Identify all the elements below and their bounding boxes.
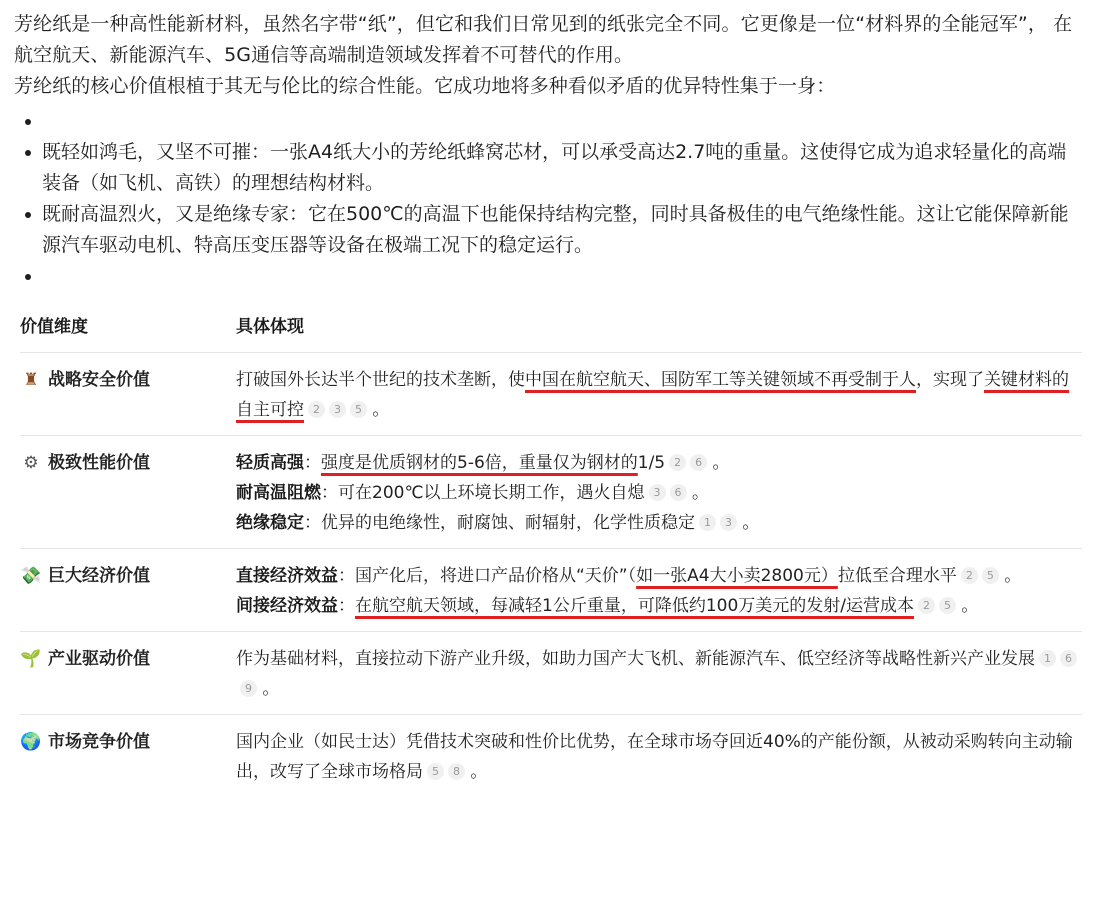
bullet-dot — [25, 274, 31, 280]
highlight-underline: 强度是优质钢材的5-6倍，重量仅为钢材的 — [321, 453, 638, 473]
table-row — [20, 549, 1082, 632]
sprout-icon: 🌱 — [20, 649, 42, 669]
table-row — [20, 436, 1082, 549]
bullet-list — [14, 106, 1108, 292]
citation-badge[interactable]: 6 — [670, 484, 687, 501]
citation-badge[interactable]: 5 — [350, 401, 367, 418]
list-item — [14, 137, 1082, 199]
row-detail — [236, 436, 1082, 549]
citation-badge[interactable]: 1 — [1039, 650, 1056, 667]
table-row — [20, 715, 1082, 798]
table-header-row — [20, 296, 1082, 353]
citation-badge[interactable]: 5 — [939, 597, 956, 614]
row-dimension: 💸 巨大经济价值 — [20, 549, 236, 632]
row-dimension: 🌱 产业驱动价值 — [20, 632, 236, 715]
highlight-underline: 在航空航天领域，每减轻1公斤重量，可降低约100万美元的发射/运营成本 — [355, 596, 914, 616]
citation-badge[interactable]: 3 — [649, 484, 666, 501]
citation-badge[interactable]: 3 — [720, 514, 737, 531]
bullet-dot — [25, 119, 31, 125]
highlight-underline: 如一张A4大小卖2800元） — [636, 566, 838, 586]
citation-badge[interactable]: 2 — [669, 454, 686, 471]
citation-badge[interactable]: 8 — [448, 763, 465, 780]
citation-badge[interactable]: 6 — [1060, 650, 1077, 667]
detail-line: 间接经济效益：在航空航天领域，每减轻1公斤重量，可降低约100万美元的发射/运营成本 2 5 。 — [236, 596, 979, 616]
table-row — [20, 353, 1082, 436]
header-detail: 具体体现 — [236, 296, 1082, 353]
citation-badge[interactable]: 3 — [329, 401, 346, 418]
row-dimension: ♜ 战略安全价值 — [20, 353, 236, 436]
highlight-underline: 关键材料的自主可控 — [236, 370, 1069, 420]
row-detail: 打破国外长达半个世纪的技术垄断，使中国在航空航天、国防军工等关键领域不再受制于人，实现了关键材料的自主可控 2 3 5 。 — [236, 353, 1082, 436]
citation-badge[interactable]: 2 — [918, 597, 935, 614]
citation-badge[interactable]: 1 — [699, 514, 716, 531]
value-table — [20, 296, 1082, 797]
citation-badge[interactable]: 5 — [982, 567, 999, 584]
row-dimension: ⚙ 极致性能价值 — [20, 436, 236, 549]
gear-icon: ⚙ — [23, 453, 39, 473]
row-dimension: 🌍 市场竞争价值 — [20, 715, 236, 798]
citation-badge[interactable]: 5 — [427, 763, 444, 780]
citation-badge[interactable]: 6 — [690, 454, 707, 471]
list-item-text: 既耐高温烈火，又是绝缘专家：它在500℃的高温下也能保持结构完整，同时具备极佳的电气绝缘性能。这让它能保障新能源汽车驱动电机、特高压变压器等设备在极端工况下的稳定运行。 — [42, 203, 1069, 256]
detail-line: 轻质高强：强度是优质钢材的5-6倍，重量仅为钢材的1/5 2 6 。 — [236, 453, 730, 473]
intro-paragraph-2: 芳纶纸的核心价值根植于其无与伦比的综合性能。它成功地将多种看似矛盾的优异特性集于一身： — [14, 75, 836, 97]
row-detail: 作为基础材料，直接拉动下游产业升级，如助力国产大飞机、新能源汽车、低空经济等战略性新兴产业发展 1 69 。 — [236, 632, 1082, 715]
detail-line: 耐高温阻燃：可在200℃以上环境长期工作，遇火自熄 3 6 。 — [236, 483, 709, 503]
list-item — [14, 199, 1082, 261]
detail-line: 直接经济效益：国产化后，将进口产品价格从“天价”（如一张A4大小卖2800元）拉低至合理水平 2 5 。 — [236, 566, 1022, 586]
row-detail — [236, 549, 1082, 632]
citation-badge[interactable]: 2 — [961, 567, 978, 584]
citation-badge[interactable]: 9 — [240, 680, 257, 697]
table-row — [20, 632, 1082, 715]
chess-rook-icon: ♜ — [23, 370, 39, 390]
row-detail: 国内企业（如民士达）凭借技术突破和性价比优势，在全球市场夺回近40%的产能份额，从被动采购转向主动输出，改写了全球市场格局 5 8 。 — [236, 732, 1073, 782]
money-icon: 💸 — [20, 566, 42, 586]
list-item — [14, 261, 1082, 292]
globe-icon: 🌍 — [20, 732, 42, 752]
list-item-text: 既轻如鸿毛，又坚不可摧：一张A4纸大小的芳纶纸蜂窝芯材，可以承受高达2.7吨的重量。这使得它成为追求轻量化的高端装备（如飞机、高铁）的理想结构材料。 — [42, 141, 1067, 194]
detail-line: 绝缘稳定：优异的电绝缘性，耐腐蚀、耐辐射，化学性质稳定 1 3 。 — [236, 513, 760, 533]
list-item — [14, 106, 1082, 137]
bullet-dot — [25, 212, 31, 218]
bullet-dot — [25, 150, 31, 156]
citation-badge[interactable]: 2 — [308, 401, 325, 418]
header-dimension: 价值维度 — [20, 296, 236, 353]
intro-paragraph: 芳纶纸是一种高性能新材料，虽然名字带“纸”，但它和我们日常见到的纸张完全不同。它更像是一位“材料界的全能冠军”， 在航空航天、新能源汽车、5G通信等高端制造领域发挥着不可替代的作用。 — [14, 13, 1073, 66]
highlight-underline: 中国在航空航天、国防军工等关键领域不再受制于人 — [525, 370, 916, 390]
